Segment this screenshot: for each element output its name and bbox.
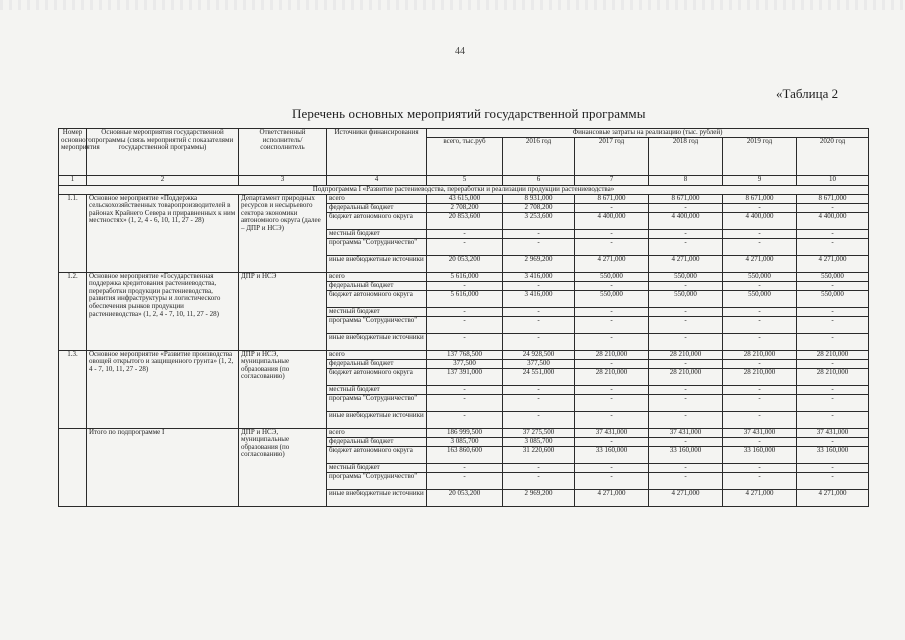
funding-value: - [649, 203, 723, 212]
funding-value: 37 275,500 [503, 428, 575, 437]
col-number: 5 [427, 175, 503, 185]
funding-value: - [427, 307, 503, 316]
scan-noise [0, 0, 905, 10]
funding-value: 24 551,000 [503, 368, 575, 385]
col-number: 4 [327, 175, 427, 185]
funding-value: 28 210,000 [723, 368, 797, 385]
funding-value: 3 416,000 [503, 290, 575, 307]
funding-value: 28 210,000 [575, 368, 649, 385]
funding-value: 28 210,000 [797, 350, 869, 359]
subprogram-title: Подпрограмма I «Развитие растениеводства, переработки и реализации продукции растениеводства» [59, 185, 869, 194]
funding-source: программа "Сотрудничество" [327, 316, 427, 333]
funding-source: иные внебюджетные источники [327, 411, 427, 428]
funding-source: местный бюджет [327, 229, 427, 238]
funding-value: - [503, 229, 575, 238]
event-number: 1.3. [59, 350, 87, 428]
header-executor: Ответственный исполнитель/соисполнитель [239, 129, 327, 176]
funding-value: - [797, 333, 869, 350]
funding-source: всего [327, 350, 427, 359]
header-year-2020: 2020 год [797, 137, 869, 175]
document-title: Перечень основных мероприятий государственной программы [292, 106, 646, 121]
event-executor: ДПР и НСЭ, муниципальные образования (по согласованию) [239, 428, 327, 506]
header-row [59, 129, 869, 138]
funding-value: 20 853,600 [427, 212, 503, 229]
funding-value: 4 400,000 [575, 212, 649, 229]
header-number: Номер основного мероприятия [59, 129, 87, 176]
funding-value: 2 708,200 [427, 203, 503, 212]
header-year-2019: 2019 год [723, 137, 797, 175]
funding-value: - [503, 238, 575, 255]
funding-source: бюджет автономного округа [327, 212, 427, 229]
col-number: 7 [575, 175, 649, 185]
funding-value: 4 271,000 [649, 255, 723, 272]
col-number: 8 [649, 175, 723, 185]
funding-value: - [575, 203, 649, 212]
funding-value: - [723, 463, 797, 472]
funding-value: 43 615,000 [427, 194, 503, 203]
funding-value: 37 431,000 [723, 428, 797, 437]
funding-value: - [797, 411, 869, 428]
funding-value: - [427, 238, 503, 255]
funding-value: 4 271,000 [575, 489, 649, 506]
funding-source: бюджет автономного округа [327, 368, 427, 385]
funding-source: иные внебюджетные источники [327, 333, 427, 350]
funding-value: - [503, 472, 575, 489]
funding-value: 3 253,600 [503, 212, 575, 229]
funding-value: - [723, 359, 797, 368]
events-table [58, 128, 869, 507]
funding-value: - [503, 385, 575, 394]
funding-value: - [797, 281, 869, 290]
funding-value: - [797, 472, 869, 489]
funding-value: 137 768,500 [427, 350, 503, 359]
funding-value: 377,500 [427, 359, 503, 368]
event-executor: Департамент природных ресурсов и несырьевого сектора экономики автономного округа (далее – ДПР и НСЭ) [239, 194, 327, 272]
funding-value: 33 160,000 [797, 446, 869, 463]
funding-value: - [427, 333, 503, 350]
funding-source: иные внебюджетные источники [327, 489, 427, 506]
funding-value: 4 271,000 [797, 255, 869, 272]
funding-value: - [723, 281, 797, 290]
funding-value: - [797, 307, 869, 316]
funding-value: - [427, 281, 503, 290]
funding-value: - [723, 316, 797, 333]
funding-source: программа "Сотрудничество" [327, 238, 427, 255]
funding-value: 20 053,200 [427, 489, 503, 506]
header-year-2018: 2018 год [649, 137, 723, 175]
funding-value: 4 400,000 [723, 212, 797, 229]
table-row [59, 194, 869, 203]
table-row [59, 350, 869, 359]
funding-source: местный бюджет [327, 307, 427, 316]
funding-source: бюджет автономного округа [327, 290, 427, 307]
funding-value: - [723, 229, 797, 238]
funding-value: - [503, 333, 575, 350]
funding-value: - [797, 385, 869, 394]
table-row [59, 272, 869, 281]
funding-value: - [427, 463, 503, 472]
funding-value: 2 969,200 [503, 255, 575, 272]
funding-value: - [575, 307, 649, 316]
event-name: Основное мероприятие «Поддержка сельскохозяйственных товаропроизводителей в районах Крайнего Севера и приравненных к ним местностях» (1, 2, 4 - 6, 10, 11, 27 - 28) [87, 194, 239, 272]
funding-value: 186 999,500 [427, 428, 503, 437]
funding-value: - [723, 394, 797, 411]
funding-value: - [797, 359, 869, 368]
funding-value: 31 220,600 [503, 446, 575, 463]
funding-value: 137 391,000 [427, 368, 503, 385]
funding-value: - [797, 394, 869, 411]
funding-value: 4 400,000 [649, 212, 723, 229]
funding-value: 550,000 [797, 272, 869, 281]
funding-value: - [503, 411, 575, 428]
funding-value: 28 210,000 [649, 368, 723, 385]
funding-value: - [723, 307, 797, 316]
funding-value: 4 271,000 [575, 255, 649, 272]
funding-value: - [723, 472, 797, 489]
funding-value: - [575, 316, 649, 333]
funding-value: - [649, 437, 723, 446]
funding-value: 24 928,500 [503, 350, 575, 359]
event-name: Основное мероприятие «Государственная поддержка кредитования растениеводства, переработки продукции растениеводства, развития инфраструктуры и логистического обеспечения рынков продукции растениеводства» (1, 2, 4 - 7, 10, 11, 27 - 28) [87, 272, 239, 350]
funding-value: 28 210,000 [723, 350, 797, 359]
funding-value: - [649, 472, 723, 489]
event-name: Основное мероприятие «Развитие производства овощей открытого и защищенного грунта» (1, 2, 4 - 7, 10, 11, 27 - 28) [87, 350, 239, 428]
funding-value: - [427, 394, 503, 411]
funding-value: 550,000 [575, 272, 649, 281]
funding-value: 33 160,000 [649, 446, 723, 463]
funding-value: - [503, 281, 575, 290]
funding-value: - [723, 238, 797, 255]
funding-value: - [503, 307, 575, 316]
funding-value: - [503, 316, 575, 333]
funding-value: - [649, 229, 723, 238]
funding-value: - [575, 472, 649, 489]
funding-source: программа "Сотрудничество" [327, 472, 427, 489]
funding-value: 28 210,000 [797, 368, 869, 385]
funding-value: - [575, 394, 649, 411]
funding-value: - [575, 229, 649, 238]
funding-source: иные внебюджетные источники [327, 255, 427, 272]
funding-value: 37 431,000 [649, 428, 723, 437]
funding-source: федеральный бюджет [327, 359, 427, 368]
funding-value: 550,000 [723, 290, 797, 307]
funding-value: - [723, 411, 797, 428]
funding-value: - [575, 281, 649, 290]
header-finance: Финансовые затраты на реализацию (тыс. рублей) [427, 129, 869, 138]
funding-value: 3 085,700 [503, 437, 575, 446]
header-year-2016: 2016 год [503, 137, 575, 175]
col-number: 6 [503, 175, 575, 185]
funding-value: - [575, 238, 649, 255]
funding-value: 8 671,000 [723, 194, 797, 203]
funding-value: 550,000 [649, 272, 723, 281]
funding-value: 3 085,700 [427, 437, 503, 446]
funding-value: - [649, 281, 723, 290]
funding-value: 4 400,000 [797, 212, 869, 229]
funding-value: 5 616,000 [427, 272, 503, 281]
event-executor: ДПР и НСЭ, муниципальные образования (по согласованию) [239, 350, 327, 428]
funding-value: - [649, 411, 723, 428]
funding-value: - [649, 359, 723, 368]
funding-value: - [427, 229, 503, 238]
funding-value: - [427, 411, 503, 428]
funding-value: - [649, 307, 723, 316]
funding-source: местный бюджет [327, 463, 427, 472]
funding-value: - [575, 385, 649, 394]
funding-value: 4 271,000 [723, 255, 797, 272]
funding-value: - [649, 385, 723, 394]
funding-value: 33 160,000 [575, 446, 649, 463]
funding-value: - [575, 463, 649, 472]
funding-value: - [797, 229, 869, 238]
funding-value: - [797, 316, 869, 333]
event-executor: ДПР и НСЭ [239, 272, 327, 350]
funding-source: бюджет автономного округа [327, 446, 427, 463]
header-event: Основные мероприятия государственной программы (связь мероприятий с показателями государственной программы) [87, 129, 239, 176]
funding-value: 20 053,200 [427, 255, 503, 272]
funding-value: - [575, 359, 649, 368]
event-number: 1.1. [59, 194, 87, 272]
funding-value: - [575, 411, 649, 428]
funding-value: - [797, 203, 869, 212]
funding-value: 4 271,000 [797, 489, 869, 506]
funding-source: всего [327, 428, 427, 437]
header-year-total: всего, тыс.руб [427, 137, 503, 175]
table-row [59, 428, 869, 437]
funding-value: - [723, 385, 797, 394]
funding-value: 3 416,000 [503, 272, 575, 281]
funding-value: - [649, 238, 723, 255]
event-number: 1.2. [59, 272, 87, 350]
funding-value: 163 860,600 [427, 446, 503, 463]
funding-value: 8 931,000 [503, 194, 575, 203]
funding-source: местный бюджет [327, 385, 427, 394]
funding-source: федеральный бюджет [327, 281, 427, 290]
funding-value: 4 271,000 [649, 489, 723, 506]
funding-value: 8 671,000 [797, 194, 869, 203]
funding-source: федеральный бюджет [327, 203, 427, 212]
funding-value: - [503, 394, 575, 411]
funding-value: - [575, 437, 649, 446]
page-number: 44 [455, 46, 465, 57]
funding-value: 550,000 [723, 272, 797, 281]
event-number [59, 428, 87, 506]
funding-source: программа "Сотрудничество" [327, 394, 427, 411]
subprogram-row [59, 185, 869, 194]
funding-value: - [797, 463, 869, 472]
funding-value: - [797, 437, 869, 446]
funding-value: 28 210,000 [575, 350, 649, 359]
funding-value: - [427, 472, 503, 489]
funding-value: 2 708,200 [503, 203, 575, 212]
funding-value: - [427, 316, 503, 333]
funding-value: - [649, 463, 723, 472]
funding-value: - [649, 394, 723, 411]
funding-value: - [649, 316, 723, 333]
funding-value: 37 431,000 [575, 428, 649, 437]
header-year-2017: 2017 год [575, 137, 649, 175]
funding-value: 37 431,000 [797, 428, 869, 437]
col-number: 2 [87, 175, 239, 185]
col-number: 3 [239, 175, 327, 185]
funding-value: 2 969,200 [503, 489, 575, 506]
table-label: «Таблица 2 [776, 86, 839, 101]
funding-value: 8 671,000 [575, 194, 649, 203]
funding-value: - [575, 333, 649, 350]
funding-value: - [427, 385, 503, 394]
funding-source: федеральный бюджет [327, 437, 427, 446]
funding-value: 4 271,000 [723, 489, 797, 506]
funding-source: всего [327, 272, 427, 281]
funding-value: 377,500 [503, 359, 575, 368]
funding-value: - [723, 203, 797, 212]
funding-value: - [503, 463, 575, 472]
funding-value: 28 210,000 [649, 350, 723, 359]
funding-value: 550,000 [797, 290, 869, 307]
funding-value: 550,000 [575, 290, 649, 307]
column-numbers-row [59, 175, 869, 185]
funding-value: 5 616,000 [427, 290, 503, 307]
col-number: 1 [59, 175, 87, 185]
funding-value: - [797, 238, 869, 255]
funding-value: - [723, 437, 797, 446]
header-source: Источники финансирования [327, 129, 427, 176]
col-number: 9 [723, 175, 797, 185]
funding-value: - [649, 333, 723, 350]
funding-value: 550,000 [649, 290, 723, 307]
funding-source: всего [327, 194, 427, 203]
col-number: 10 [797, 175, 869, 185]
funding-value: - [723, 333, 797, 350]
event-name: Итого по подпрограмме I [87, 428, 239, 506]
funding-value: 33 160,000 [723, 446, 797, 463]
funding-value: 8 671,000 [649, 194, 723, 203]
